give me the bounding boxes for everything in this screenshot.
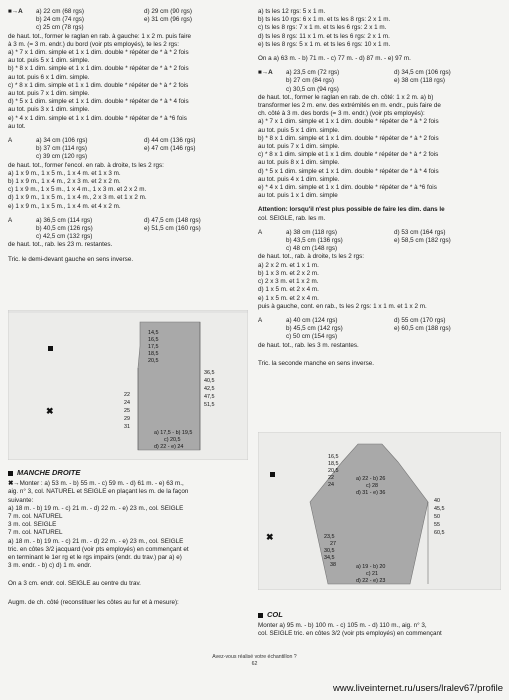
text-line: e) 1 x 5 m. et 2 x 4 m. <box>258 294 319 302</box>
size-value: d) 34,5 cm (106 rgs) <box>394 69 451 77</box>
text-line: au tot. puis 6 x 1 dim. simple. <box>8 73 90 81</box>
text-line: e) * 4 x 1 dim. simple et 1 x 1 dim. double * répéter de * à *6 fois <box>258 184 437 192</box>
text-line: a) * 7 x 1 dim. simple et 1 x 1 dim. double * répéter de * à * 2 fois <box>8 49 189 57</box>
dimension-label: 24 <box>328 482 334 488</box>
text-line: d) * 5 x 1 dim. simple et 1 x 1 dim. double * répéter de * à * 4 fois <box>258 167 439 175</box>
dimension-label: 60,5 <box>434 530 445 536</box>
text-line: de haut. tot., rab. les 23 m. restantes. <box>8 241 113 249</box>
dimension-label: 16,5 <box>148 337 159 343</box>
size-value: c) 48 cm (148 rgs) <box>286 245 338 253</box>
size-value: c) 30,5 cm (94 rgs) <box>286 85 339 93</box>
dimension-label: 17,5 <box>148 344 159 350</box>
paragraph <box>8 480 248 570</box>
text-line: au tot. puis 5 x 1 dim. simple. <box>258 126 340 134</box>
dimension-label: 40,5 <box>204 378 215 384</box>
text-line: puis à gauche, cont. en rab., ts les 2 rgs: 1 x 1 m. et 1 x 2 m. <box>258 302 427 310</box>
dimension-label: 36,5 <box>204 370 215 376</box>
text-line: On a a) 63 m. - b) 71 m. - c) 77 m. - d) 87 m. - e) 97 m. <box>258 55 411 63</box>
square-marker <box>48 346 53 351</box>
text-line: a) 18 m. - b) 19 m. - c) 21 m. - d) 22 m. - e) 23 m., col. SEIGLE <box>8 537 184 545</box>
size-value: c) 50 cm (154 rgs) <box>286 333 338 341</box>
text-line: 3 m. col. SEIGLE <box>8 521 57 529</box>
square-marker <box>270 472 275 477</box>
size-value: d) 53 cm (164 rgs) <box>394 228 446 236</box>
text-line: Tric. le demi-devant gauche en sens inverse. <box>8 255 134 263</box>
dimension-label: 31 <box>124 424 130 430</box>
text-line: au tot. puis 5 x 1 dim. simple. <box>8 57 90 65</box>
size-value: e) 51,5 cm (160 rgs) <box>144 225 201 233</box>
text-line: de haut. tot., former l'encol. en rab. à droite, ts les 2 rgs: <box>8 161 164 169</box>
text-line: e) * 4 x 1 dim. simple et 1 x 1 dim. double * répéter de * à *6 fois <box>8 114 187 122</box>
dimension-label: 24 <box>124 400 130 406</box>
size-value: a) 40 cm (124 rgs) <box>286 316 338 324</box>
footer-note: Avez-vous réalisé votre échantillon ? <box>212 654 297 660</box>
dimension-label: c) 21 <box>366 571 378 577</box>
section-title: MANCHE DROITE <box>17 468 81 477</box>
text-line: b) ts les 10 rgs: 6 x 1 m. et ts les 8 rgs: 2 x 1 m. <box>258 16 391 24</box>
dimension-label: 34,5 <box>324 555 335 561</box>
text-line: suivante: <box>8 496 34 504</box>
dimension-label: 25 <box>124 408 130 414</box>
text-line: de haut. tot., former le raglan en rab. de ch. côté: 1 x 2 m. a) b) <box>258 93 434 101</box>
text-line: à 3 m. (= 3 m. endr.) du bord (voir pts employés), te les 2 rgs: <box>8 40 179 48</box>
size-row <box>258 245 501 253</box>
text-line: b) 1 x 3 m. et 2 x 2 m. <box>258 269 319 277</box>
dimension-label: d) 22 - e) 24 <box>154 444 184 450</box>
text-line: de haut. tot., rab. les 3 m. restantes. <box>258 341 359 349</box>
size-value: a) 22 cm (68 rgs) <box>36 8 84 15</box>
text-line: Monter a) 95 m. - b) 100 m. - c) 105 m. - d) 110 m., aig. n° 3, <box>258 622 427 630</box>
left-column <box>8 8 248 264</box>
dimension-label: 29 <box>124 416 130 422</box>
size-value: c) 42,5 cm (132 rgs) <box>36 233 93 241</box>
text-line: b) * 8 x 1 dim. simple et 1 x 1 dim. double * répéter de * à * 2 fois <box>8 65 189 73</box>
size-value: a) 34 cm (106 rgs) <box>36 137 88 145</box>
paragraph <box>258 94 501 201</box>
text-line: au tot. puis 7 x 1 dim. simple. <box>8 90 90 98</box>
sleeve-schematic-diagram <box>258 432 501 590</box>
text-line: d) 1 x 5 m. et 2 x 4 m. <box>258 286 319 294</box>
text-line: tric. en côtes 3/2 jacquard (voir pts employés) en commençant et <box>8 545 189 553</box>
paragraph <box>258 8 501 49</box>
text-line: ch. côté à 3 m. des bords (= 3 m. endr.) (voir pts employés): <box>258 110 425 118</box>
dimension-label: 18,5 <box>148 351 159 357</box>
size-value: e) 60,5 cm (188 rgs) <box>394 325 451 333</box>
text-line: au tot. puis 7 x 1 dim. simple. <box>258 143 340 151</box>
dimension-label: 18,5 <box>328 461 339 467</box>
cross-marker: ✖ <box>266 532 274 542</box>
size-row <box>8 225 248 233</box>
text-line: 7 m. col. NATUREL <box>8 513 63 521</box>
size-row <box>8 16 248 24</box>
right-column-lower <box>258 608 501 639</box>
dimension-label: 47,5 <box>204 394 215 400</box>
size-row <box>258 325 501 333</box>
right-column <box>258 8 501 368</box>
text-line: 3 m. endr. - b) c) d) 1 m. endr. <box>8 562 92 570</box>
dimension-label: 16,5 <box>328 454 339 460</box>
text-line: au tot. puis 1 x 1 dim. simple <box>258 192 338 200</box>
size-row <box>258 237 501 245</box>
front-schematic-diagram <box>8 310 248 460</box>
size-value: a) 38 cm (118 rgs) <box>286 228 337 236</box>
cross-arrow-icon: ✖→ <box>8 480 20 488</box>
size-value: d) 44 cm (136 rgs) <box>144 137 196 145</box>
size-value: b) 40,5 cm (126 rgs) <box>36 225 93 233</box>
dimension-label: 55 <box>434 522 440 528</box>
page-number: 62 <box>251 661 258 667</box>
text-line: Attention: lorsqu'il n'est plus possible de faire les dim. dans le <box>258 206 445 214</box>
size-value: b) 43,5 cm (136 rgs) <box>286 237 343 245</box>
paragraph <box>8 162 248 211</box>
dimension-label: 14,5 <box>148 330 159 336</box>
size-value: d) 55 cm (170 rgs) <box>394 316 446 324</box>
size-row: A a) 38 cm (118 rgs) d) 53 cm (164 rgs) <box>258 228 446 236</box>
size-row <box>8 8 248 16</box>
size-row <box>258 69 501 77</box>
dimension-label: 22 <box>124 392 130 398</box>
dimension-label: 51,5 <box>204 402 215 408</box>
text-line: a) * 7 x 1 dim. simple et 1 x 1 dim. double * répéter de * à * 2 fois <box>258 118 439 126</box>
dimension-label: a) 17,5 - b) 19,5 <box>154 430 193 436</box>
size-row <box>258 333 501 341</box>
size-row <box>258 77 501 85</box>
text-line: aig. n° 3, col. NATUREL et SEIGLE en plaçant les m. de la façon <box>8 488 189 496</box>
text-line: a) 2 x 2 m. et 1 x 1 m. <box>258 261 319 269</box>
section-square-icon <box>8 471 13 476</box>
paragraph <box>258 253 501 310</box>
dimension-label: d) 22 - e) 23 <box>356 578 386 584</box>
size-row <box>8 145 248 153</box>
attention-note <box>258 206 501 222</box>
dimension-label: a) 19 - b) 20 <box>356 564 386 570</box>
dimension-label: d) 31 - e) 36 <box>356 490 386 496</box>
text-line: de haut. tot., former le raglan en rab. à gauche: 1 x 2 m. puis faire <box>8 32 192 40</box>
dimension-label: a) 22 - b) 26 <box>356 476 386 482</box>
size-value: e) 38 cm (118 rgs) <box>394 77 445 85</box>
text-line: c) 2 x 3 m. et 1 x 2 m. <box>258 278 319 286</box>
dimension-label: 38 <box>330 562 336 568</box>
dimension-label: 20,5 <box>328 468 339 474</box>
section-heading <box>8 469 248 477</box>
text-line: Tric. la seconde manche en sens inverse. <box>258 359 374 367</box>
text-line: en terminant le 1er rg et le rgs impairs (endr. du trav.) par a) e) <box>8 554 182 562</box>
text-line: au tot. puis 4 x 1 dim. simple. <box>258 175 340 183</box>
square-arrow-marker: ■→A <box>258 69 273 77</box>
text-line: au tot. puis 3 x 1 dim. simple. <box>8 106 90 114</box>
size-value: b) 27 cm (84 rgs) <box>286 77 334 85</box>
text-line: b) 1 x 9 m., 1 x 4 m., 2 x 3 m. et 2 x 2 m. <box>8 178 121 186</box>
size-value: c) 39 cm (120 rgs) <box>36 153 88 161</box>
dimension-label: 23,5 <box>324 534 335 540</box>
text-line: b) * 8 x 1 dim. simple et 1 x 1 dim. double * répéter de * à * 2 fois <box>258 134 439 142</box>
section-square-icon <box>258 613 263 618</box>
dimension-label: 27 <box>330 541 336 547</box>
size-value: b) 24 cm (74 rgs) <box>36 16 84 24</box>
text-line: On a 3 cm. endr. col. SEIGLE au centre du trav. <box>8 580 141 588</box>
text-line: col. SEIGLE, rab. les m. <box>258 214 326 222</box>
size-value: e) 58,5 cm (182 rgs) <box>394 237 451 245</box>
text-line: Augm. de ch. côté (reconstituer les côtes au fur et à mesure): <box>8 598 179 606</box>
size-value: b) 45,5 cm (142 rgs) <box>286 325 343 333</box>
text-line: au tot. puis 8 x 1 dim. simple. <box>258 159 340 167</box>
text-line: ✖→Monter : a) 53 m. - b) 55 m. - c) 59 m. - d) 61 m. - e) 63 m., <box>8 480 184 488</box>
text-line: c) 1 x 9 m., 1 x 5 m., 1 x 4 m., 1 x 3 m. et 2 x 2 m. <box>8 186 147 194</box>
text-line: c) * 8 x 1 dim. simple et 1 x 1 dim. double * répéter de * à * 2 fois <box>8 81 189 89</box>
text-line: de haut. tot., rab. à droite, ts les 2 rgs: <box>258 253 365 261</box>
text-line: e) 1 x 9 m., 1 x 5 m., 1 x 4 m. et 4 x 2 m. <box>8 202 121 210</box>
dimension-label: c) 20,5 <box>164 437 181 443</box>
dimension-label: 30,5 <box>324 548 335 554</box>
dimension-label: 50 <box>434 514 440 520</box>
text-line: d) ts les 8 rgs: 11 x 1 m. et ts les 6 rgs: 2 x 1 m. <box>258 32 390 40</box>
section-heading <box>258 611 501 619</box>
dimension-label: 40 <box>434 498 440 504</box>
size-value: e) 31 cm (96 rgs) <box>144 16 192 24</box>
size-row <box>8 24 248 32</box>
text-line: a) 1 x 9 m., 1 x 5 m., 1 x 4 m. et 1 x 3 m. <box>8 169 121 177</box>
section-title: COL <box>267 610 283 619</box>
dimension-label: 42,5 <box>204 386 215 392</box>
text-line: au tot. <box>8 122 26 130</box>
size-value: d) 29 cm (90 rgs) <box>144 8 192 15</box>
scissor-arrow-marker: ■→A <box>8 8 23 15</box>
size-row <box>8 153 248 161</box>
watermark-url: www.liveinternet.ru/users/lralev67/profile <box>332 683 503 694</box>
paragraph <box>8 33 248 131</box>
size-value: c) 25 cm (78 rgs) <box>36 24 84 32</box>
size-value: a) 36,5 cm (114 rgs) <box>36 216 93 224</box>
size-value: d) 47,5 cm (148 rgs) <box>144 216 201 224</box>
text-line: 7 m. col. NATUREL <box>8 529 63 537</box>
text-line: a) 18 m. - b) 19 m. - c) 21 m. - d) 22 m. - e) 23 m., col. SEIGLE <box>8 504 184 512</box>
text-line: a) ts les 12 rgs: 5 x 1 m. <box>258 8 326 15</box>
text-line: d) 1 x 9 m., 1 x 5 m., 1 x 4 m., 2 x 3 m. et 1 x 2 m. <box>8 194 147 202</box>
size-row <box>8 233 248 241</box>
text-line: transformer les 2 m. env. des extrémités en m. endr., puis faire de <box>258 102 441 110</box>
dimension-label: 22 <box>328 475 334 481</box>
size-row: A a) 34 cm (106 rgs) d) 44 cm (136 rgs) <box>8 137 196 145</box>
dimension-label: 45,5 <box>434 506 445 512</box>
size-value: e) 47 cm (146 rgs) <box>144 145 196 153</box>
dimension-label: 20,5 <box>148 358 159 364</box>
text-line: e) ts les 8 rgs: 5 x 1 m. et ts les 6 rgs: 10 x 1 m. <box>258 40 391 48</box>
left-column-lower <box>8 466 248 607</box>
text-line: col. SEIGLE tric. en côtes 3/2 (voir pts employés) en commençant <box>258 630 442 638</box>
text-line: c) ts les 8 rgs: 7 x 1 m. et ts les 6 rgs: 2 x 1 m. <box>258 24 387 32</box>
size-row: A a) 36,5 cm (114 rgs) d) 47,5 cm (148 rgs) <box>8 216 201 224</box>
dimension-label: c) 28 <box>366 483 378 489</box>
text-line: c) * 8 x 1 dim. simple et 1 x 1 dim. double * répéter de * à * 2 fois <box>258 151 439 159</box>
cross-marker: ✖ <box>46 406 54 416</box>
size-row <box>258 86 501 94</box>
size-value: b) 37 cm (114 rgs) <box>36 145 87 153</box>
size-row: A a) 40 cm (124 rgs) d) 55 cm (170 rgs) <box>258 316 446 324</box>
text-line: d) * 5 x 1 dim. simple et 1 x 1 dim. double * répéter de * à * 4 fois <box>8 98 189 106</box>
size-value: a) 23,5 cm (72 rgs) <box>286 69 340 77</box>
